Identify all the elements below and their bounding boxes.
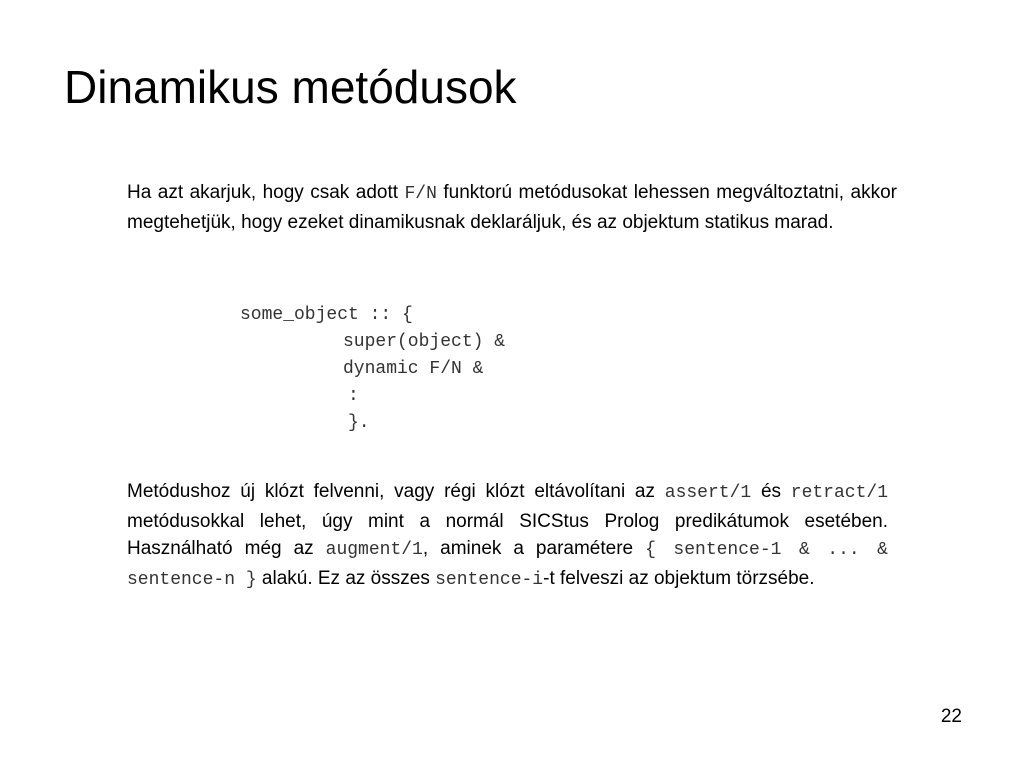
code-sentence-set: { sentence-1 & ... & sentence-n }	[127, 540, 888, 590]
code-fn-arity: F/N	[404, 184, 437, 204]
methods-text-1: Metódushoz új klózt felvenni, vagy régi klózt eltávolítani az	[127, 481, 665, 502]
methods-text-3: metódusokkal lehet, úgy mint a normál SICStus Prolog predikátumok esetében. Használható még az	[127, 510, 888, 559]
methods-text-4: , aminek a paramétere	[422, 538, 646, 559]
code-sentence-i: sentence-i	[435, 569, 544, 590]
code-example	[240, 302, 505, 437]
methods-paragraph	[127, 478, 888, 594]
methods-text-6: -t felveszi az objektum törzsébe.	[543, 567, 815, 589]
code-augment: augment/1	[325, 540, 423, 560]
methods-text-2: és	[751, 481, 791, 502]
intro-paragraph	[127, 179, 897, 236]
code-line-2: super(object) &	[343, 332, 506, 352]
code-assert: assert/1	[664, 483, 752, 503]
code-line-4: :	[348, 386, 359, 406]
code-line-5: }.	[348, 413, 370, 433]
code-retract: retract/1	[790, 483, 888, 503]
code-line-3: dynamic F/N &	[343, 359, 484, 379]
intro-text-2: funktorú metódusokat lehessen megváltoztatni, akkor megtehetjük, hogy ezeket dinamikusnak deklaráljuk, és az objektum statikus marad.	[127, 182, 897, 233]
intro-text-1: Ha azt akarjuk, hogy csak adott	[127, 182, 405, 203]
methods-text-5: alakú. Ez az összes	[256, 567, 436, 589]
page-number: 22	[940, 706, 962, 727]
code-line-1: some_object :: {	[240, 305, 413, 325]
slide-title: Dinamikus metódusok	[64, 61, 517, 113]
